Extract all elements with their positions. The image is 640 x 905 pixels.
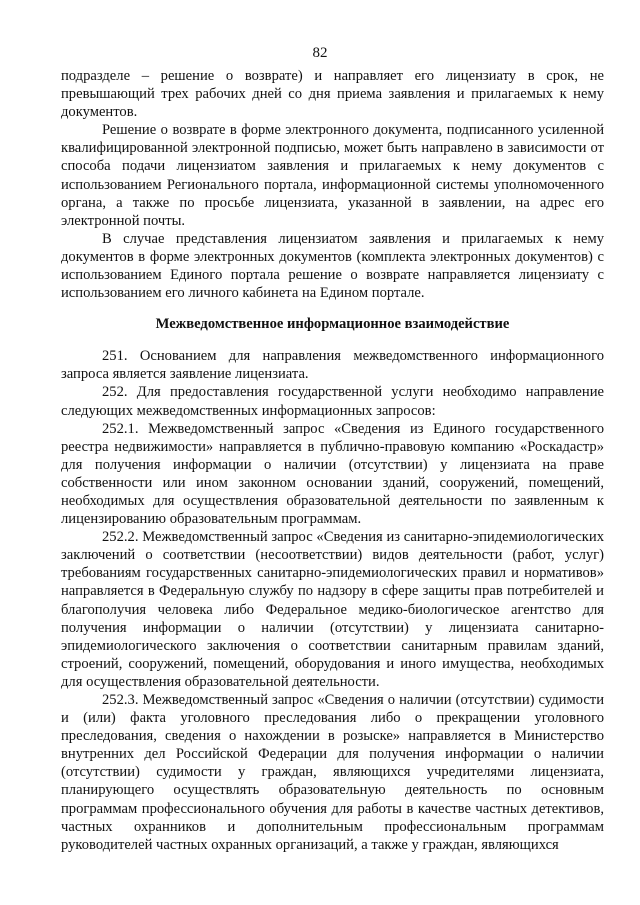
paragraph-252-3: 252.3. Межведомственный запрос «Сведения о наличии (отсутствии) судимости и (или) факта уголовного преследования либо о прекращении уголовного преследования, сведения о нахождении в розыске» направляется в Министерство внутренних дел Российской Федерации для получения информации о наличии (отсутствии) судимости у граждан, являющихся учредителями лицензиата, планирующего осуществлять образовательную деятельность по основным программам профессионального обучения для работы в качестве частных детективов, частных охранников и дополнительным профессиональным программам руководителей частных охранных организаций, а также у граждан, являющихся	[61, 692, 604, 853]
paragraph-decision-electronic: Решение о возврате в форме электронного документа, подписанного усиленной квалифицированной электронной подписью, может быть направлено в зависимости от способа подачи лицензиатом заявления и прилагаемых к нему документов с использованием Регионального портала, информационной системы уполномоченного органа, а также по просьбе лицензиата, указанной в заявлении, на адрес его электронной почты.	[61, 122, 604, 229]
paragraph-decision-portal: В случае представления лицензиатом заявления и прилагаемых к нему документов в форме электронных документов (комплекта электронных документов) с использованием Единого портала решение о возврате направляется лицензиату с использованием его личного кабинета на Едином портале.	[61, 230, 604, 302]
document-body	[61, 67, 604, 854]
page-number: 82	[312, 45, 328, 61]
paragraph-continuation: подразделе – решение о возврате) и направляет его лицензиату в срок, не превышающий трех рабочих дней со дня приема заявления и прилагаемых к нему документов.	[61, 68, 604, 121]
paragraph-252: 252. Для предоставления государственной услуги необходимо направление следующих межведомственных информационных запросов:	[61, 384, 604, 419]
paragraph-252-2: 252.2. Межведомственный запрос «Сведения из санитарно-эпидемиологических заключений о соответствии (несоответствии) видов деятельности (работ, услуг) требованиям государственных санитарно-эпидемиологических правил и нормативов» направляется в Федеральную службу по надзору в сфере защиты прав потребителей и благополучия человека либо Федеральное медико-биологическое агентство для получения информации о наличии (отсутствии) у лицензиата санитарно-эпидемиологического заключения о соответствии санитарным правилам зданий, строений, сооружений, помещений, оборудования и иного имущества, необходимых для осуществления образовательной деятельности.	[61, 529, 604, 690]
paragraph-251: 251. Основанием для направления межведомственного информационного запроса является заявление лицензиата.	[61, 348, 604, 383]
section-heading: Межведомственное информационное взаимодействие	[155, 316, 510, 333]
paragraph-252-1: 252.1. Межведомственный запрос «Сведения из Единого государственного реестра недвижимости» направляется в публично-правовую компанию «Роскадастр» для получения информации о наличии (отсутствии) у лицензиата на праве собственности или ином законном основании зданий, сооружений, помещений, необходимых для осуществления образовательной деятельности по заявленным к лицензированию образовательным программам.	[61, 420, 604, 528]
